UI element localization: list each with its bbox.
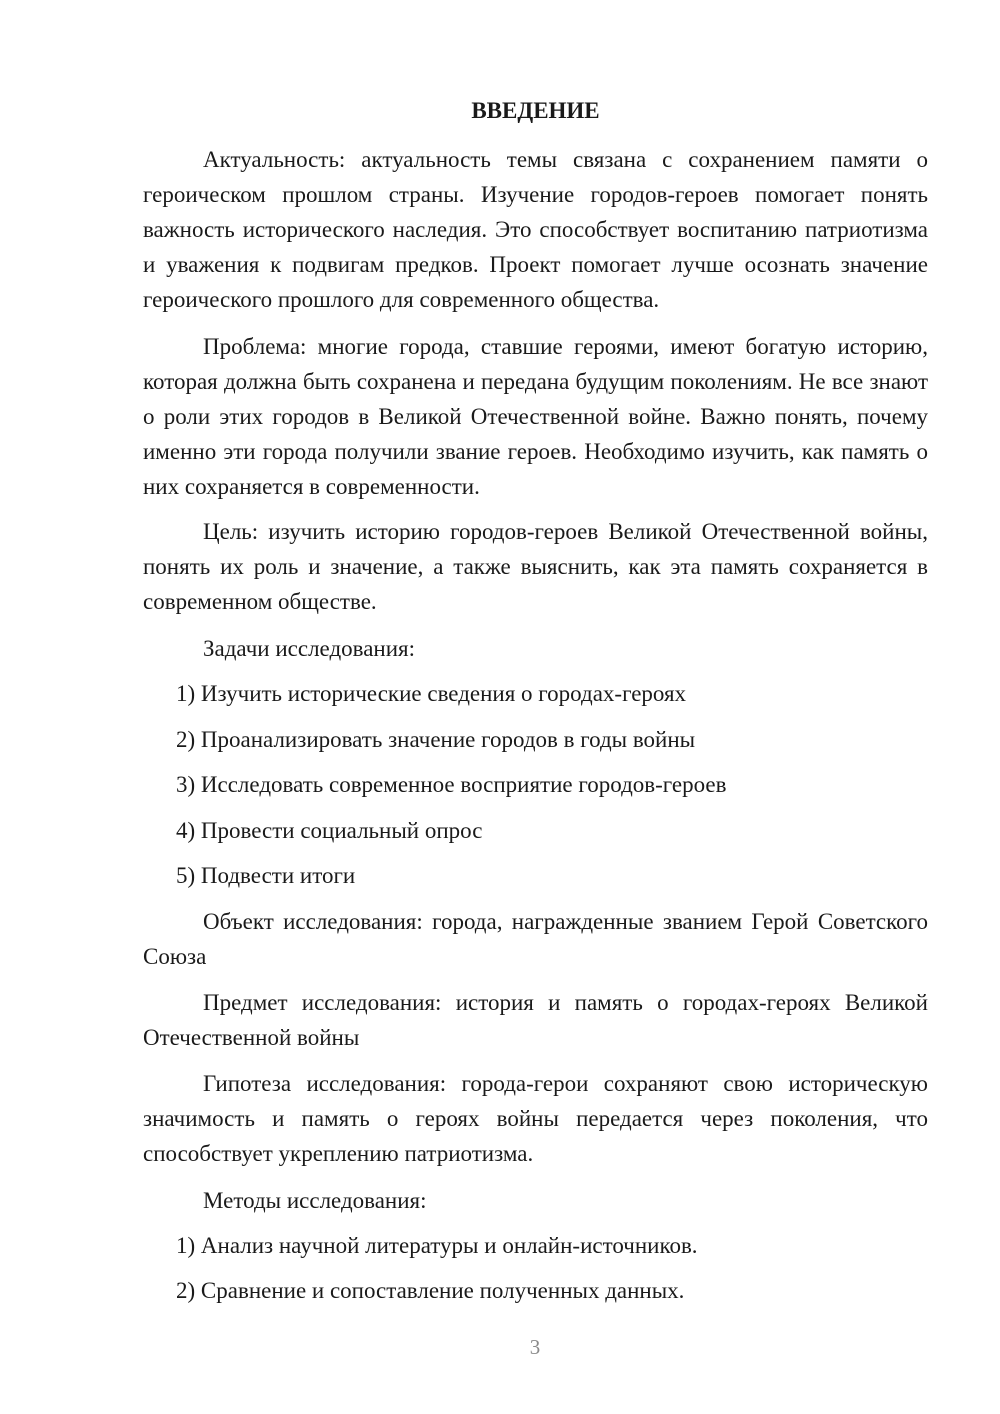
- task-item-4: 4) Провести социальный опрос: [176, 818, 483, 843]
- hypothesis-paragraph: Гипотеза исследования: города-герои сохраняют свою историческую значимость и память о героях войны передается через поколения, что способствует укреплению патриотизма.: [143, 1071, 928, 1166]
- problem-paragraph: Проблема: многие города, ставшие героями, имеют богатую историю, которая должна быть сохранена и передана будущим поколениям. Не все знают о роли этих городов в Великой Отечественной войне. Важно понять, почему именно эти города получили звание героев. Необходимо изучить, как память о них сохраняется в современности.: [143, 334, 928, 499]
- page-title: ВВЕДЕНИЕ: [471, 98, 600, 123]
- page-number: 3: [529, 1335, 541, 1359]
- goal-paragraph: Цель: изучить историю городов-героев Великой Отечественной войны, понять их роль и значение, а также выяснить, как эта память сохраняется в современном обществе.: [143, 519, 928, 614]
- tasks-heading: Задачи исследования:: [203, 636, 416, 661]
- task-item-2: 2) Проанализировать значение городов в годы войны: [176, 727, 696, 752]
- method-item-2: 2) Сравнение и сопоставление полученных данных.: [176, 1278, 685, 1303]
- task-item-3: 3) Исследовать современное восприятие городов-героев: [176, 772, 727, 797]
- method-item-1: 1) Анализ научной литературы и онлайн-источников.: [176, 1233, 698, 1258]
- task-item-1: 1) Изучить исторические сведения о городах-героях: [176, 681, 687, 706]
- object-paragraph: Объект исследования: города, награжденные званием Герой Советского Союза: [143, 909, 928, 969]
- subject-paragraph: Предмет исследования: история и память о городах-героях Великой Отечественной войны: [143, 990, 928, 1050]
- relevance-paragraph: Актуальность: актуальность темы связана с сохранением памяти о героическом прошлом страны. Изучение городов-героев помогает понять важность исторического наследия. Это способствует воспитанию патриотизма и уважения к подвигам предков. Проект помогает лучше осознать значение героического прошлого для современного общества.: [143, 147, 928, 312]
- task-item-5: 5) Подвести итоги: [176, 863, 356, 888]
- methods-heading: Методы исследования:: [203, 1188, 427, 1213]
